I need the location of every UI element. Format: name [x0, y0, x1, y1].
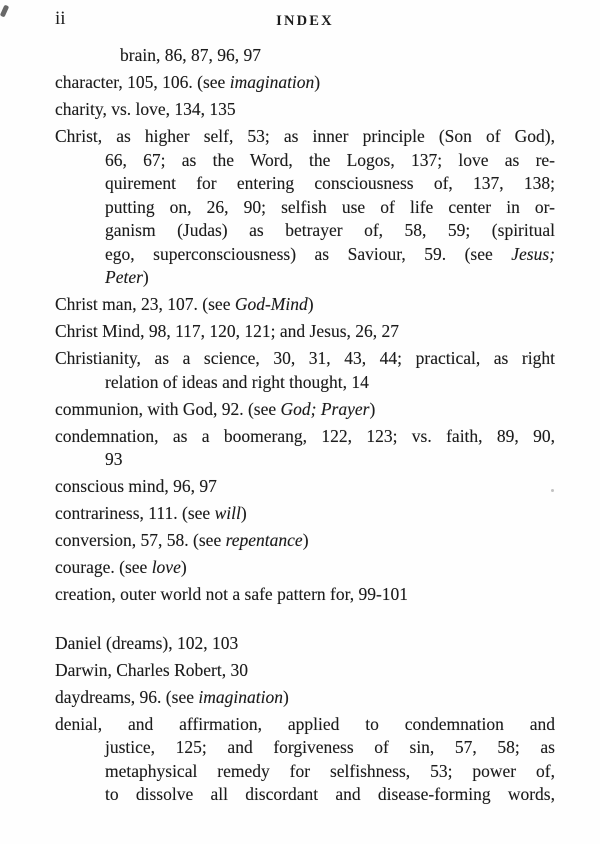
index-line: [55, 196, 555, 220]
text-run: ): [307, 294, 314, 314]
text-run: ): [180, 557, 187, 577]
index-line: [55, 219, 555, 243]
text-run: Darwin, Charles Robert, 30: [55, 659, 248, 680]
text-run: brain, 86, 87, 96, 97: [120, 45, 261, 65]
text-run: Christianity, as a science, 30, 31, 43, 44; practical, as right: [55, 348, 555, 368]
text-run: courage. (see: [55, 557, 152, 577]
index-line: [55, 475, 555, 499]
text-run: Christ Mind, 98, 117, 120, 121; and Jesus, 26, 27: [55, 321, 400, 341]
page-header: [55, 8, 555, 34]
index-line: [55, 243, 555, 267]
see-reference: Jesus;: [511, 243, 555, 264]
text-run: ): [142, 267, 149, 287]
text-run: 93: [105, 449, 123, 469]
index-line: [55, 266, 555, 290]
see-reference: repentance: [225, 530, 303, 550]
see-reference: Peter: [105, 267, 143, 287]
text-run: to dissolve all discordant and disease-forming words,: [105, 784, 555, 804]
index-entry-christ-mind: [55, 320, 555, 344]
text-run: metaphysical remedy for selfishness, 53; power of,: [105, 760, 555, 781]
text-run: ): [282, 686, 289, 707]
index-line: [55, 149, 555, 173]
text-run: creation, outer world not a safe pattern for, 99-101: [55, 584, 409, 604]
index-line: [55, 398, 555, 422]
see-reference: love: [151, 557, 181, 577]
index-line: [55, 98, 555, 122]
text-run: ): [240, 503, 247, 523]
text-run: Christ man, 23, 107. (see: [55, 294, 235, 314]
text-run: 66, 67; as the Word, the Logos, 137; love as re-: [105, 149, 555, 170]
index-line: [55, 448, 555, 472]
index-entry-brain-continued: [55, 44, 555, 68]
index-entry-conversion: [55, 529, 555, 553]
text-run: charity, vs. love, 134, 135: [55, 99, 236, 119]
index-line: [55, 347, 555, 371]
index-line: [55, 783, 555, 807]
index-line: [55, 686, 555, 710]
index-entry-contrariness: [55, 502, 555, 526]
index-line: [55, 320, 555, 344]
index-line: [55, 44, 555, 68]
index-line: [55, 760, 555, 784]
index-entries: [55, 44, 555, 810]
text-run: ): [369, 398, 376, 419]
index-entry-daniel: [55, 632, 555, 656]
text-run: ): [302, 530, 309, 550]
text-run: daydreams, 96. (see: [55, 686, 199, 707]
index-line: [55, 125, 555, 149]
text-run: ego, superconsciousness) as Saviour, 59. (see: [105, 243, 512, 264]
index-line: [55, 659, 555, 683]
text-run: ): [314, 72, 321, 92]
index-entry-christianity: [55, 347, 555, 394]
index-line: [55, 371, 555, 395]
text-run: ganism (Judas) as betrayer of, 58, 59; (spiritual: [105, 220, 555, 240]
see-reference: will: [214, 503, 241, 523]
text-run: justice, 125; and forgiveness of sin, 57, 58; as: [105, 737, 555, 757]
index-entry-communion: [55, 398, 555, 422]
see-reference: God; Prayer: [280, 398, 370, 419]
index-entry-christ: [55, 125, 555, 290]
index-line: [55, 71, 555, 95]
see-reference: imagination: [198, 686, 283, 707]
text-run: conscious mind, 96, 97: [55, 476, 217, 496]
index-line: [55, 425, 555, 449]
see-reference: God-Mind: [234, 294, 308, 314]
text-run: denial, and affirmation, applied to condemnation and: [55, 713, 555, 734]
index-entry-condemnation: [55, 425, 555, 472]
index-entry-denial: [55, 713, 555, 807]
text-run: putting on, 26, 90; selfish use of life center in or-: [105, 196, 555, 217]
scan-speck: [0, 5, 9, 18]
index-line: [55, 502, 555, 526]
index-line: [55, 632, 555, 656]
index-entry-conscious-mind: [55, 475, 555, 499]
index-line: [55, 583, 555, 607]
index-line: [55, 736, 555, 760]
text-run: communion, with God, 92. (see: [55, 398, 281, 419]
index-entry-character: [55, 71, 555, 95]
index-entry-creation: [55, 583, 555, 607]
index-line: [55, 172, 555, 196]
index-entry-charity: [55, 98, 555, 122]
index-line: [55, 293, 555, 317]
text-run: condemnation, as a boomerang, 122, 123; vs. faith, 89, 90,: [55, 425, 555, 446]
text-run: contrariness, 111. (see: [55, 503, 215, 523]
text-run: Christ, as higher self, 53; as inner principle (Son of God),: [55, 126, 555, 146]
index-line: [55, 713, 555, 737]
index-line: [55, 556, 555, 580]
index-entry-courage: [55, 556, 555, 580]
text-run: character, 105, 106. (see: [55, 72, 230, 92]
index-line: [55, 529, 555, 553]
page-title: INDEX: [276, 13, 334, 29]
page-number: ii: [55, 8, 66, 29]
see-reference: imagination: [229, 72, 315, 92]
index-entry-christ-man: [55, 293, 555, 317]
index-entry-darwin: [55, 659, 555, 683]
text-run: relation of ideas and right thought, 14: [105, 371, 369, 392]
text-run: conversion, 57, 58. (see: [55, 530, 226, 550]
index-entry-daydreams: [55, 686, 555, 710]
text-run: Daniel (dreams), 102, 103: [55, 632, 239, 653]
text-run: quirement for entering consciousness of, 137, 138;: [105, 173, 555, 193]
